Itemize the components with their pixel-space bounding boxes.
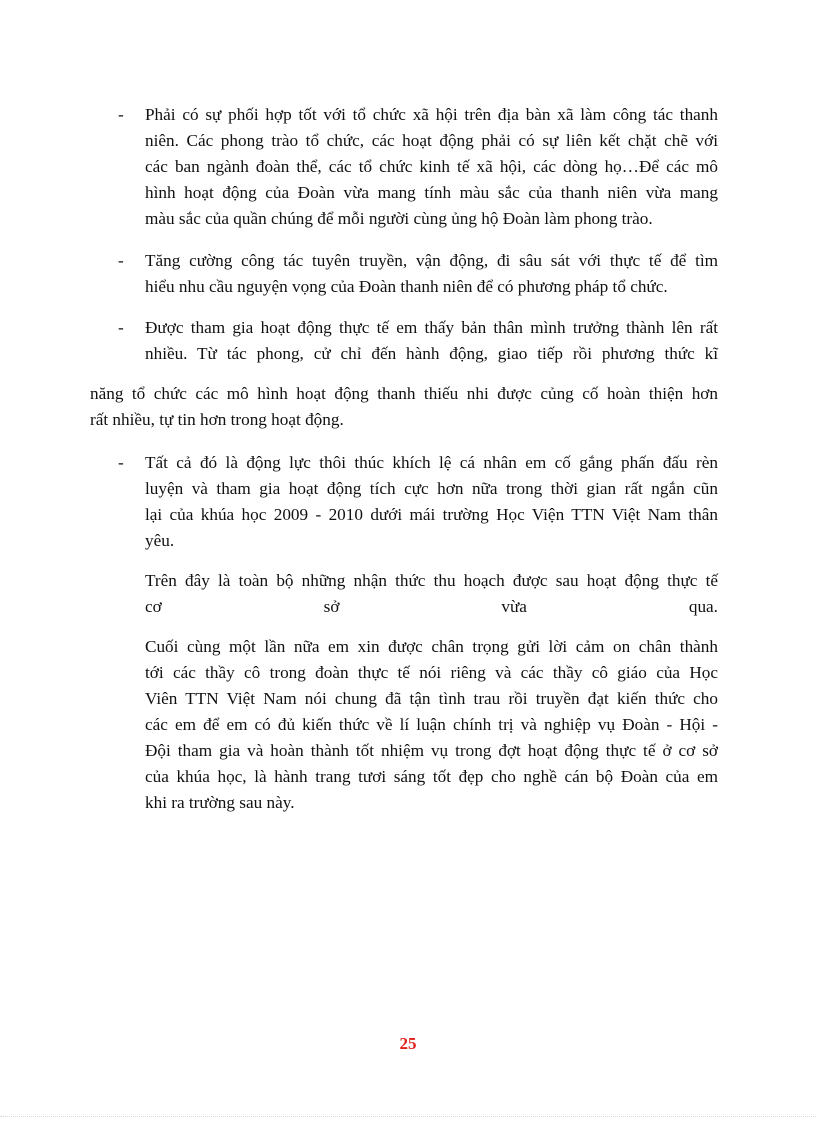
text-line: nhiều. Từ tác phong, cử chỉ đến hành động, giao tiếp rồi phương thức kĩ: [145, 344, 718, 363]
text-line: Trên đây là toàn bộ những nhận thức thu hoạch được sau hoạt động thực tế: [145, 571, 718, 590]
paragraph-2: [145, 634, 718, 816]
bullet-dash: -: [118, 318, 124, 337]
text-line: các ban ngành đoàn thể, các tổ chức kinh tế xã hội, các dòng họ…Để các mô: [145, 157, 718, 176]
text-line: Được tham gia hoạt động thực tế em thấy bản thân mình trưởng thành lên rất: [145, 318, 718, 337]
text-line: Tất cả đó là động lực thôi thúc khích lệ cá nhân em cố gắng phấn đấu rèn: [145, 453, 718, 472]
text-line: [145, 594, 718, 620]
text-line: niên. Các phong trào tổ chức, các hoạt động phải có sự liên kết chặt chẽ với: [145, 131, 718, 150]
text-line: năng tổ chức các mô hình hoạt động thanh thiếu nhi được củng cố hoàn thiện hơn: [90, 384, 718, 403]
bullet-item-4: [118, 450, 718, 554]
page-bottom-divider: [0, 1116, 816, 1117]
bullet-3-continuation: [90, 381, 718, 433]
page-number: 25: [399, 1034, 417, 1053]
bullet-text: [145, 450, 718, 554]
bullet-text: [145, 315, 718, 367]
bullet-dash: -: [118, 251, 124, 270]
word: cơ: [145, 597, 162, 616]
text-line: Tăng cường công tác tuyên truyền, vận động, đi sâu sát với thực tế để tìm: [145, 251, 718, 270]
bullet-item-2: [118, 248, 718, 300]
text-line: màu sắc của quần chúng để mỗi người cùng ủng hộ Đoàn làm phong trào.: [145, 209, 653, 228]
word: vừa: [501, 597, 527, 616]
text-line: khi ra trường sau này.: [145, 793, 295, 812]
bullet-item-3: [118, 315, 718, 367]
bullet-item-1: [118, 102, 718, 232]
text-line: yêu.: [145, 531, 175, 550]
word: sở: [323, 597, 340, 616]
paragraph-1: [145, 568, 718, 620]
bullet-text: [145, 248, 718, 300]
text-line: Phải có sự phối hợp tốt với tổ chức xã hội trên địa bàn xã làm công tác thanh: [145, 105, 718, 124]
text-line: hiểu nhu cầu nguyện vọng của Đoàn thanh niên để có phương pháp tổ chức.: [145, 277, 668, 296]
text-line: hình hoạt động của Đoàn vừa mang tính màu sắc của thanh niên vừa mang: [145, 183, 718, 202]
text-line: lại của khúa học 2009 - 2010 dưới mái trường Học Viện TTN Việt Nam thân: [145, 505, 718, 524]
text-line: Đội tham gia và hoàn thành tốt nhiệm vụ trong đợt hoạt động thực tế ở cơ sở: [145, 741, 718, 760]
text-line: các em để em có đủ kiến thức về lí luận chính trị và nghiệp vụ Đoàn - Hội -: [145, 715, 718, 734]
text-line: của khúa học, là hành trang tươi sáng tốt đẹp cho nghề cán bộ Đoàn của em: [145, 767, 718, 786]
text-line: Viên TTN Việt Nam nói chung đã tận tình trau rồi truyền đạt kiến thức cho: [145, 689, 718, 708]
text-line: Cuối cùng một lần nữa em xin được chân trọng gửi lời cảm on chân thành: [145, 637, 718, 656]
text-line: tới các thầy cô trong đoàn thực tế nói riêng và các thầy cô giáo của Học: [145, 663, 718, 682]
text-line: luyện và tham gia hoạt động tích cực hơn nữa trong thời gian rất ngắn cũn: [145, 479, 718, 498]
bullet-text: [145, 102, 718, 232]
bullet-dash: -: [118, 453, 124, 472]
bullet-dash: -: [118, 105, 124, 124]
text-line: rất nhiều, tự tin hơn trong hoạt động.: [90, 410, 344, 429]
word: qua.: [688, 597, 718, 616]
